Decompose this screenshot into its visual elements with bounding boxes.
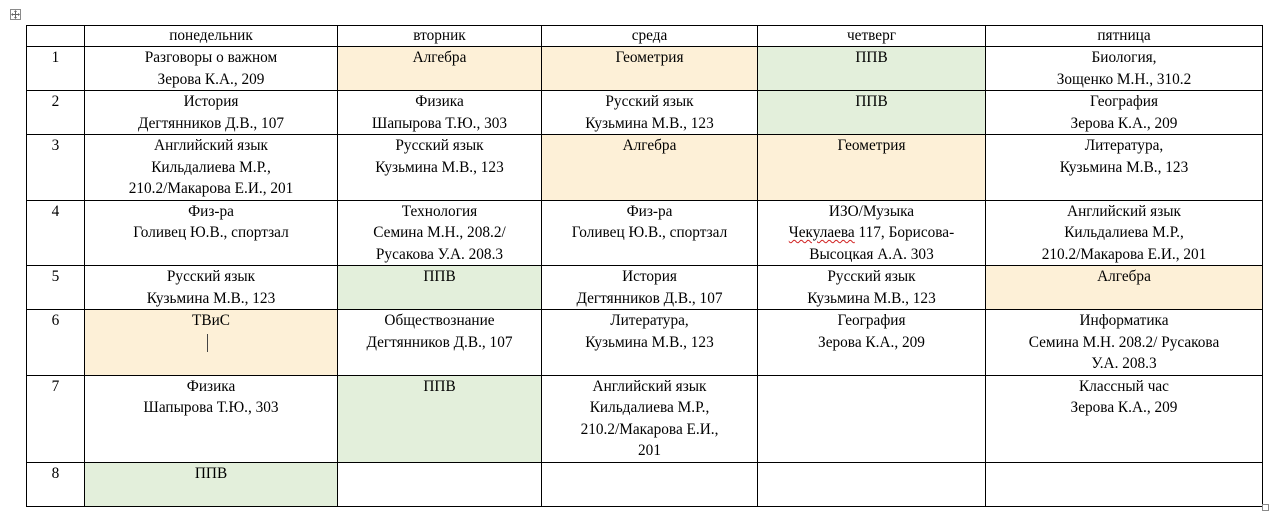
lesson-cell[interactable]: Алгебра [986, 266, 1263, 310]
table-row-5 [27, 266, 1263, 310]
lesson-cell[interactable]: Алгебра [338, 47, 542, 91]
lesson-number-cell[interactable]: 2 [27, 91, 85, 135]
table-row-2 [27, 91, 1263, 135]
text-cursor [207, 334, 208, 352]
lesson-cell[interactable]: ППВ [338, 375, 542, 462]
lesson-cell[interactable] [542, 462, 758, 506]
header-day-friday[interactable]: пятница [986, 26, 1263, 47]
lesson-cell[interactable]: Разговоры о важном Зерова К.А., 209 [85, 47, 338, 91]
lesson-teachers: 117, Борисова- Высоцкая А.А. 303 [809, 224, 955, 263]
table-row-8 [27, 462, 1263, 506]
lesson-number-cell[interactable]: 7 [27, 375, 85, 462]
lesson-cell[interactable]: Русский язык Кузьмина М.В., 123 [85, 266, 338, 310]
lesson-cell[interactable] [338, 462, 542, 506]
lesson-number-cell[interactable]: 5 [27, 266, 85, 310]
header-day-tuesday[interactable]: вторник [338, 26, 542, 47]
lesson-number-cell[interactable]: 1 [27, 47, 85, 91]
lesson-cell[interactable] [986, 462, 1263, 506]
table-row-4 [27, 200, 1263, 266]
header-day-wednesday[interactable]: среда [542, 26, 758, 47]
lesson-cell[interactable]: Физика Шапырова Т.Ю., 303 [85, 375, 338, 462]
lesson-cell[interactable]: Биология, Зощенко М.Н., 310.2 [986, 47, 1263, 91]
lesson-cell[interactable]: ППВ [85, 462, 338, 506]
lesson-cell[interactable]: Классный час Зерова К.А., 209 [986, 375, 1263, 462]
table-row-7 [27, 375, 1263, 462]
lesson-cell[interactable]: История Дегтянников Д.В., 107 [85, 91, 338, 135]
table-row-6 [27, 310, 1263, 376]
lesson-number-cell[interactable]: 8 [27, 462, 85, 506]
lesson-cell[interactable]: География Зерова К.А., 209 [986, 91, 1263, 135]
header-day-thursday[interactable]: четверг [758, 26, 986, 47]
schedule-table [26, 25, 1263, 507]
lesson-cell[interactable]: Русский язык Кузьмина М.В., 123 [338, 135, 542, 201]
spellcheck-underlined-word[interactable]: Чекулаева [788, 224, 855, 241]
lesson-cell[interactable]: Геометрия [542, 47, 758, 91]
lesson-cell[interactable]: Обществознание Дегтянников Д.В., 107 [338, 310, 542, 376]
lesson-cell-arts-music[interactable] [758, 200, 986, 266]
lesson-cell[interactable]: Алгебра [542, 135, 758, 201]
lesson-number-cell[interactable]: 6 [27, 310, 85, 376]
header-day-monday[interactable]: понедельник [85, 26, 338, 47]
lesson-text: ТВиС [192, 312, 230, 329]
table-resize-handle-icon[interactable] [1262, 504, 1269, 511]
header-corner-cell[interactable] [27, 26, 85, 47]
lesson-cell[interactable]: Русский язык Кузьмина М.В., 123 [542, 91, 758, 135]
lesson-number-cell[interactable]: 3 [27, 135, 85, 201]
lesson-cell-with-cursor[interactable] [85, 310, 338, 376]
lesson-cell[interactable]: Физ-ра Голивец Ю.В., спортзал [542, 200, 758, 266]
lesson-cell[interactable]: Английский язык Кильдалиева М.Р., 210.2/Макарова Е.И., 201 [986, 200, 1263, 266]
lesson-cell[interactable]: ППВ [338, 266, 542, 310]
table-move-handle-icon[interactable] [10, 9, 21, 20]
lesson-subject: ИЗО/Музыка [828, 202, 915, 220]
lesson-cell[interactable]: Литература, Кузьмина М.В., 123 [986, 135, 1263, 201]
lesson-cell[interactable]: Информатика Семина М.Н. 208.2/ Русакова У.А. 208.3 [986, 310, 1263, 376]
lesson-cell[interactable]: Геометрия [758, 135, 986, 201]
lesson-cell[interactable]: Русский язык Кузьмина М.В., 123 [758, 266, 986, 310]
lesson-cell[interactable]: ППВ [758, 91, 986, 135]
lesson-cell[interactable]: ППВ [758, 47, 986, 91]
lesson-cell[interactable]: Английский язык Кильдалиева М.Р., 210.2/Макарова Е.И., 201 [542, 375, 758, 462]
lesson-cell[interactable]: Литература, Кузьмина М.В., 123 [542, 310, 758, 376]
lesson-cell[interactable]: Английский язык Кильдалиева М.Р., 210.2/Макарова Е.И., 201 [85, 135, 338, 201]
header-row [27, 26, 1263, 47]
table-row-1 [27, 47, 1263, 91]
lesson-cell[interactable]: Технология Семина М.Н., 208.2/ Русакова У.А. 208.3 [338, 200, 542, 266]
lesson-cell[interactable]: Физика Шапырова Т.Ю., 303 [338, 91, 542, 135]
lesson-cell[interactable] [758, 375, 986, 462]
lesson-cell[interactable] [758, 462, 986, 506]
lesson-number-cell[interactable]: 4 [27, 200, 85, 266]
lesson-cell[interactable]: История Дегтянников Д.В., 107 [542, 266, 758, 310]
table-row-3 [27, 135, 1263, 201]
lesson-cell[interactable]: Физ-ра Голивец Ю.В., спортзал [85, 200, 338, 266]
lesson-cell[interactable]: География Зерова К.А., 209 [758, 310, 986, 376]
